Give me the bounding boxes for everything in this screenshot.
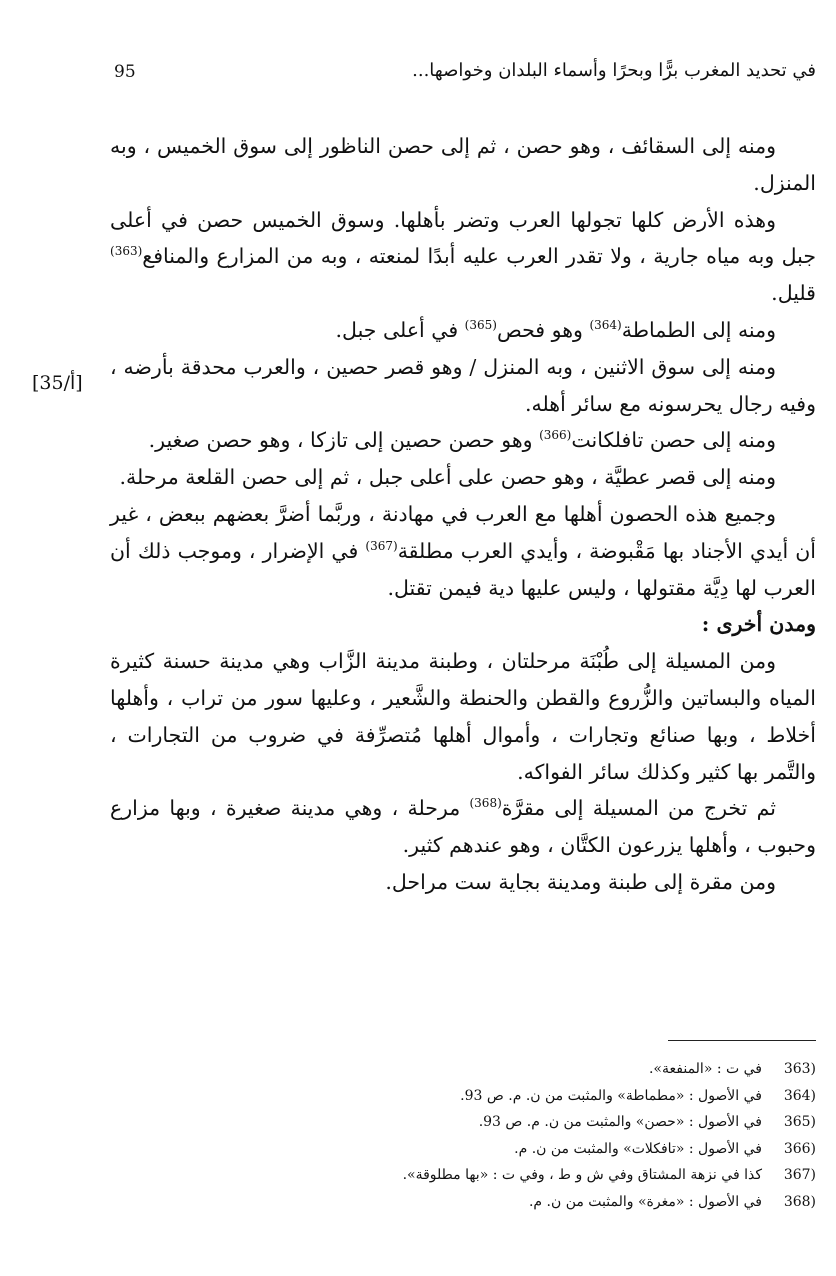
paragraph-3-text-a: ومنه إلى الطماطة [621, 317, 776, 342]
footnote-ref-365[interactable]: (365) [464, 318, 497, 333]
footnote-text: في ت : «المنفعة». [648, 1061, 762, 1077]
paragraph-4: ومنه إلى سوق الاثنين ، وبه المنزل / وهو قصر حصين ، والعرب محدقة بأرضه ، وفيه رجال يحرسونه مع سائر أهله. [110, 354, 816, 416]
footnote-ref-366[interactable]: (366) [539, 428, 572, 443]
footnote-number: 365) [783, 1114, 816, 1130]
paragraph-2 [110, 202, 816, 312]
footnote-ref-368[interactable]: (368) [469, 796, 502, 811]
paragraph-9-text-a: ثم تخرج من المسيلة إلى مقرَّة [501, 796, 776, 821]
footnote-text: في الأصول : «حصن» والمثبت من ن. م. ص 93. [478, 1114, 762, 1130]
footnote-text: كذا في نزهة المشتاق وفي ش و ط ، وفي ت : «بها مطلوقة». [402, 1167, 762, 1183]
footnote-365 [300, 1109, 816, 1136]
paragraph-3-text-b: وهو فحص [496, 317, 590, 342]
footnote-366 [300, 1136, 816, 1163]
footnote-367 [300, 1162, 816, 1189]
paragraph-2-text-b: قليل. [771, 281, 816, 306]
paragraph-5 [110, 422, 816, 459]
footnote-363 [300, 1056, 816, 1083]
manuscript-folio-marker: [35/أ] [32, 372, 83, 394]
paragraph-1: ومنه إلى السقائف ، وهو حصن ، ثم إلى حصن الناظور إلى سوق الخميس ، وبه المنزل. [110, 134, 816, 195]
footnote-text: في الأصول : «مطماطة» والمثبت من ن. م. ص 93. [460, 1087, 762, 1104]
paragraph-7 [110, 496, 816, 606]
paragraph-9-text-b: مرحلة ، وهي مدينة صغيرة ، وبها مزارع وحبوب ، وأهلها يزرعون الكتَّان ، وهو عندهم كثير. [110, 796, 816, 858]
paragraph-2-text-a: وهذه الأرض كلها تجولها العرب وتضر بأهلها. وسوق الخميس حصن في أعلى جبل وبه مياه جارية ، ولا تقدر العرب عليه أبدًا لمنعته ، وبه من المزارع والمنافع [110, 207, 816, 269]
footnote-text: في الأصول : «تافكلات» والمثبت من ن. م. [514, 1140, 762, 1157]
section-heading: ومدن أخرى : [701, 612, 816, 637]
footnote-number: 367) [783, 1167, 816, 1183]
paragraph-3 [110, 312, 816, 349]
footnote-368 [300, 1189, 816, 1216]
footnote-ref-363[interactable]: (363) [110, 244, 143, 259]
footnote-number: 363) [783, 1061, 816, 1077]
footnote-text: في الأصول : «مغرة» والمثبت من ن. م. [528, 1193, 762, 1210]
paragraph-5-text-a: ومنه إلى حصن تافلكانت [571, 428, 776, 453]
paragraph-8: ومن المسيلة إلى طُبْنَة مرحلتان ، وطبنة مدينة الزَّاب وهي مدينة حسنة كثيرة المياه والبساتين والزُّروع والقطن والحنطة والشَّعير ، وعليها سور من تراب ، وأهلها أخلاط ، وبها صنائع وتجارات ، وأموال أهلها مُتصرِّفة في ضروب من التجارات ، والتَّمر بها كثير وكذلك سائر الفواكه. [110, 649, 816, 784]
paragraph-10: ومن مقرة إلى طبنة ومدينة بجاية ست مراحل. [385, 869, 776, 894]
footnote-ref-367[interactable]: (367) [365, 538, 398, 553]
footnote-364 [300, 1083, 816, 1110]
paragraph-5-text-b: وهو حصن حصين إلى تازكا ، وهو حصن صغير. [148, 428, 540, 453]
page-header [110, 52, 816, 92]
main-text [110, 128, 816, 901]
page-number: 95 [114, 62, 136, 82]
paragraph-7-text-a: وجميع هذه الحصون أهلها مع العرب في مهادنة ، وربَّما أضرَّ بعضهم ببعض ، غير أن أيدي الأجناد بها مَقْبوضة ، وأيدي العرب مطلقة [110, 501, 816, 563]
footnote-ref-364[interactable]: (364) [589, 318, 622, 333]
footnote-number: 364) [783, 1087, 816, 1104]
paragraph-9 [110, 790, 816, 864]
footnote-number: 368) [783, 1193, 816, 1210]
footnotes [300, 1056, 816, 1215]
footnote-separator [668, 1040, 816, 1041]
running-title: في تحديد المغرب برًّا وبحرًا وأسماء البلدان وخواصها... [412, 60, 816, 81]
footnote-number: 366) [783, 1140, 816, 1157]
paragraph-7-text-b: في الإضرار ، وموجب ذلك أن العرب لها دِيَّة مقتولها ، وليس عليها دية فيمن تقتل. [110, 538, 816, 600]
paragraph-3-text-c: في أعلى جبل. [335, 317, 465, 342]
paragraph-6: ومنه إلى قصر عطيَّة ، وهو حصن على أعلى جبل ، ثم إلى حصن القلعة مرحلة. [119, 465, 776, 490]
